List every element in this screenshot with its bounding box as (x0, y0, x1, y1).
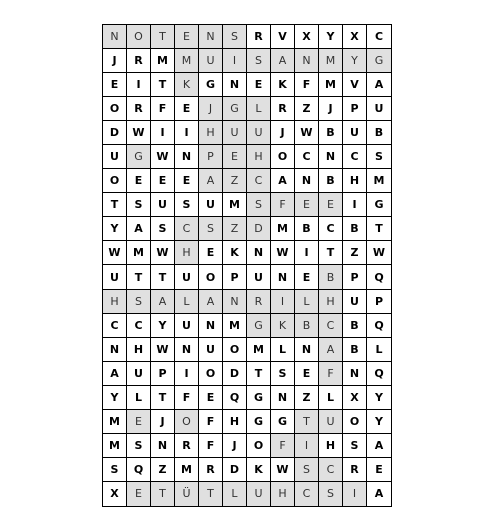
grid-cell[interactable]: E (175, 97, 199, 121)
grid-cell[interactable]: T (151, 25, 175, 49)
grid-cell[interactable]: T (151, 482, 175, 506)
grid-cell[interactable]: L (295, 290, 319, 314)
grid-cell[interactable]: M (151, 49, 175, 73)
grid-cell[interactable]: U (127, 362, 151, 386)
grid-cell[interactable]: A (127, 217, 151, 241)
grid-cell[interactable]: B (367, 121, 391, 145)
grid-cell[interactable]: U (175, 265, 199, 289)
grid-cell[interactable]: Y (367, 386, 391, 410)
grid-cell[interactable]: Y (103, 217, 127, 241)
grid-cell[interactable]: K (223, 241, 247, 265)
grid-cell[interactable]: E (127, 410, 151, 434)
grid-cell[interactable]: M (367, 169, 391, 193)
grid-cell[interactable]: T (367, 217, 391, 241)
grid-cell[interactable]: M (271, 217, 295, 241)
grid-cell[interactable]: O (343, 410, 367, 434)
grid-cell[interactable]: Z (151, 458, 175, 482)
grid-cell[interactable]: I (295, 434, 319, 458)
grid-cell[interactable]: M (127, 241, 151, 265)
grid-cell[interactable]: K (247, 458, 271, 482)
grid-cell[interactable]: F (199, 410, 223, 434)
grid-cell[interactable]: L (223, 482, 247, 506)
grid-cell[interactable]: X (103, 482, 127, 506)
grid-cell[interactable]: H (103, 290, 127, 314)
grid-cell[interactable]: Z (223, 169, 247, 193)
grid-cell[interactable]: U (367, 97, 391, 121)
grid-cell[interactable]: W (271, 241, 295, 265)
grid-cell[interactable]: G (199, 73, 223, 97)
grid-cell[interactable]: K (271, 314, 295, 338)
grid-cell[interactable]: I (223, 49, 247, 73)
grid-cell[interactable]: R (247, 290, 271, 314)
grid-cell[interactable]: J (199, 97, 223, 121)
grid-cell[interactable]: T (103, 193, 127, 217)
grid-cell[interactable]: F (175, 386, 199, 410)
grid-cell[interactable]: P (343, 265, 367, 289)
grid-cell[interactable]: S (127, 290, 151, 314)
grid-cell[interactable]: P (343, 97, 367, 121)
grid-cell[interactable]: W (103, 241, 127, 265)
grid-cell[interactable]: E (127, 482, 151, 506)
grid-cell[interactable]: X (295, 25, 319, 49)
grid-cell[interactable]: Q (367, 362, 391, 386)
grid-cell[interactable]: H (127, 338, 151, 362)
grid-cell[interactable]: I (343, 482, 367, 506)
grid-cell[interactable]: M (103, 410, 127, 434)
grid-cell[interactable]: A (271, 169, 295, 193)
grid-cell[interactable]: U (319, 410, 343, 434)
grid-cell[interactable]: F (199, 434, 223, 458)
grid-cell[interactable]: U (247, 482, 271, 506)
grid-cell[interactable]: I (343, 193, 367, 217)
grid-cell[interactable]: N (295, 49, 319, 73)
grid-cell[interactable]: F (295, 73, 319, 97)
grid-cell[interactable]: I (175, 362, 199, 386)
grid-cell[interactable]: J (271, 121, 295, 145)
grid-cell[interactable]: M (223, 193, 247, 217)
grid-cell[interactable]: B (319, 169, 343, 193)
grid-cell[interactable]: W (367, 241, 391, 265)
grid-cell[interactable]: I (271, 290, 295, 314)
grid-cell[interactable]: H (271, 482, 295, 506)
grid-cell[interactable]: Ü (175, 482, 199, 506)
grid-cell[interactable]: M (175, 49, 199, 73)
grid-cell[interactable]: L (319, 386, 343, 410)
grid-cell[interactable]: C (367, 25, 391, 49)
grid-cell[interactable]: T (151, 73, 175, 97)
grid-cell[interactable]: O (103, 97, 127, 121)
grid-cell[interactable]: I (127, 73, 151, 97)
grid-cell[interactable]: K (175, 73, 199, 97)
grid-cell[interactable]: H (223, 410, 247, 434)
grid-cell[interactable]: T (127, 265, 151, 289)
grid-cell[interactable]: M (103, 434, 127, 458)
grid-cell[interactable]: O (199, 265, 223, 289)
grid-cell[interactable]: M (247, 338, 271, 362)
grid-cell[interactable]: D (103, 121, 127, 145)
grid-cell[interactable]: S (367, 145, 391, 169)
grid-cell[interactable]: G (247, 386, 271, 410)
grid-cell[interactable]: S (175, 193, 199, 217)
grid-cell[interactable]: N (175, 338, 199, 362)
grid-cell[interactable]: N (295, 169, 319, 193)
grid-cell[interactable]: E (175, 169, 199, 193)
grid-cell[interactable]: H (247, 145, 271, 169)
grid-cell[interactable]: N (247, 241, 271, 265)
grid-cell[interactable]: N (199, 314, 223, 338)
grid-cell[interactable]: G (223, 97, 247, 121)
grid-cell[interactable]: O (175, 410, 199, 434)
grid-cell[interactable]: S (295, 458, 319, 482)
grid-cell[interactable]: H (175, 241, 199, 265)
grid-cell[interactable]: W (127, 121, 151, 145)
grid-cell[interactable]: U (199, 193, 223, 217)
grid-cell[interactable]: S (319, 482, 343, 506)
grid-cell[interactable]: N (271, 265, 295, 289)
grid-cell[interactable]: U (343, 121, 367, 145)
grid-cell[interactable]: B (319, 121, 343, 145)
grid-cell[interactable]: S (223, 25, 247, 49)
grid-cell[interactable]: E (295, 193, 319, 217)
grid-cell[interactable]: O (247, 434, 271, 458)
grid-cell[interactable]: O (199, 362, 223, 386)
grid-cell[interactable]: E (199, 386, 223, 410)
grid-cell[interactable]: E (367, 458, 391, 482)
grid-cell[interactable]: R (247, 25, 271, 49)
grid-cell[interactable]: S (343, 434, 367, 458)
grid-cell[interactable]: J (151, 410, 175, 434)
grid-cell[interactable]: E (247, 73, 271, 97)
grid-cell[interactable]: M (223, 314, 247, 338)
grid-cell[interactable]: F (271, 434, 295, 458)
grid-cell[interactable]: B (319, 265, 343, 289)
grid-cell[interactable]: S (127, 193, 151, 217)
grid-cell[interactable]: Z (295, 386, 319, 410)
grid-cell[interactable]: H (319, 434, 343, 458)
grid-cell[interactable]: A (374, 487, 384, 501)
grid-cell[interactable]: H (199, 121, 223, 145)
word-search-grid (102, 24, 392, 507)
grid-cell[interactable]: C (319, 314, 343, 338)
grid-cell[interactable]: T (247, 362, 271, 386)
grid-cell[interactable]: B (343, 217, 367, 241)
grid-cell[interactable]: J (103, 49, 127, 73)
grid-cell[interactable]: Q (127, 458, 151, 482)
grid-cell[interactable]: W (151, 145, 175, 169)
grid-cell[interactable]: N (223, 290, 247, 314)
grid-cell[interactable]: A (271, 49, 295, 73)
grid-cell[interactable]: H (319, 290, 343, 314)
grid-cell[interactable]: C (103, 314, 127, 338)
grid-cell[interactable]: M (319, 73, 343, 97)
grid-cell[interactable]: N (295, 338, 319, 362)
grid-cell[interactable]: A (367, 73, 391, 97)
grid-cell[interactable]: P (223, 265, 247, 289)
grid-cell[interactable]: U (175, 314, 199, 338)
grid-cell[interactable]: J (319, 97, 343, 121)
grid-cell[interactable]: C (175, 217, 199, 241)
grid-cell[interactable]: R (271, 97, 295, 121)
grid-cell[interactable]: O (127, 25, 151, 49)
grid-cell[interactable]: X (343, 386, 367, 410)
grid-cell[interactable]: G (247, 410, 271, 434)
grid-cell[interactable]: V (271, 25, 295, 49)
grid-cell[interactable]: Q (367, 314, 391, 338)
grid-cell[interactable]: T (295, 410, 319, 434)
grid-cell[interactable]: P (151, 362, 175, 386)
grid-cell[interactable]: E (199, 241, 223, 265)
grid-cell[interactable]: N (343, 362, 367, 386)
grid-cell[interactable]: R (199, 458, 223, 482)
grid-cell[interactable]: R (127, 49, 151, 73)
grid-cell[interactable]: R (343, 458, 367, 482)
grid-cell[interactable]: C (319, 217, 343, 241)
grid-cell[interactable]: V (343, 73, 367, 97)
grid-cell[interactable]: P (199, 145, 223, 169)
grid-cell[interactable]: Z (223, 217, 247, 241)
grid-cell[interactable]: N (103, 25, 127, 49)
grid-cell[interactable]: I (175, 121, 199, 145)
grid-cell[interactable]: E (319, 193, 343, 217)
grid-cell[interactable]: Y (319, 25, 343, 49)
grid-cell[interactable]: A (319, 338, 343, 362)
grid-cell[interactable]: U (199, 49, 223, 73)
grid-cell[interactable]: T (199, 482, 223, 506)
grid-cell[interactable]: N (103, 338, 127, 362)
grid-cell[interactable]: O (223, 338, 247, 362)
grid-cell[interactable]: D (223, 362, 247, 386)
grid-cell[interactable]: Z (343, 241, 367, 265)
grid-cell[interactable]: T (319, 241, 343, 265)
grid-cell[interactable]: G (271, 410, 295, 434)
grid-cell[interactable]: P (367, 290, 391, 314)
grid-cell[interactable]: A (367, 434, 391, 458)
grid-cell[interactable]: A (199, 169, 223, 193)
grid-cell[interactable]: C (127, 314, 151, 338)
grid-cell[interactable]: S (271, 362, 295, 386)
grid-cell[interactable]: Q (367, 265, 391, 289)
grid-cell[interactable]: N (271, 386, 295, 410)
grid-cell[interactable]: E (223, 145, 247, 169)
grid-cell[interactable]: U (223, 121, 247, 145)
grid-cell[interactable]: N (151, 434, 175, 458)
grid-cell[interactable]: O (103, 169, 127, 193)
grid-cell[interactable]: A (103, 362, 127, 386)
grid-cell[interactable]: D (223, 458, 247, 482)
grid-cell[interactable]: B (295, 314, 319, 338)
grid-cell[interactable]: W (295, 121, 319, 145)
grid-cell[interactable]: H (343, 169, 367, 193)
grid-cell[interactable]: C (319, 458, 343, 482)
grid-cell[interactable]: S (151, 217, 175, 241)
grid-cell[interactable]: A (151, 290, 175, 314)
grid-cell[interactable]: S (127, 434, 151, 458)
grid-cell[interactable]: M (319, 49, 343, 73)
grid-cell[interactable]: N (319, 145, 343, 169)
grid-cell[interactable]: F (319, 362, 343, 386)
grid-cell[interactable]: S (247, 49, 271, 73)
grid-cell[interactable]: L (247, 97, 271, 121)
grid-cell[interactable]: C (247, 169, 271, 193)
grid-cell[interactable]: B (343, 314, 367, 338)
grid-cell[interactable]: K (271, 73, 295, 97)
grid-cell[interactable]: E (295, 362, 319, 386)
grid-cell[interactable]: N (199, 25, 223, 49)
grid-cell[interactable]: E (103, 73, 127, 97)
grid-cell[interactable]: U (151, 193, 175, 217)
grid-cell[interactable]: L (175, 290, 199, 314)
grid-cell[interactable]: L (271, 338, 295, 362)
grid-cell[interactable]: U (247, 121, 271, 145)
grid-cell[interactable]: W (151, 241, 175, 265)
grid-cell[interactable]: U (247, 265, 271, 289)
grid-cell[interactable]: Y (367, 410, 391, 434)
grid-cell[interactable]: S (103, 458, 127, 482)
grid-cell[interactable]: I (151, 121, 175, 145)
grid-cell[interactable]: G (127, 145, 151, 169)
grid-cell[interactable]: T (151, 386, 175, 410)
grid-cell[interactable]: U (103, 265, 127, 289)
grid-cell[interactable]: W (151, 338, 175, 362)
grid-cell[interactable]: U (199, 338, 223, 362)
grid-cell[interactable]: E (175, 25, 199, 49)
grid-cell[interactable]: I (295, 241, 319, 265)
grid-cell[interactable]: J (223, 434, 247, 458)
grid-cell[interactable]: G (367, 49, 391, 73)
grid-cell[interactable]: Q (223, 386, 247, 410)
grid-cell[interactable]: Y (103, 386, 127, 410)
grid-cell[interactable]: O (271, 145, 295, 169)
grid-cell[interactable]: S (199, 217, 223, 241)
grid-cell[interactable]: Z (295, 97, 319, 121)
grid-cell[interactable]: G (247, 314, 271, 338)
grid-cell[interactable]: G (367, 193, 391, 217)
grid-cell[interactable]: B (295, 217, 319, 241)
grid-cell[interactable]: F (151, 97, 175, 121)
grid-cell[interactable]: R (175, 434, 199, 458)
grid-cell[interactable]: A (199, 290, 223, 314)
grid-cell[interactable]: N (223, 73, 247, 97)
grid-cell[interactable]: L (127, 386, 151, 410)
grid-cell[interactable]: D (247, 217, 271, 241)
grid-cell[interactable]: E (295, 265, 319, 289)
grid-cell[interactable]: R (127, 97, 151, 121)
grid-cell[interactable]: S (247, 193, 271, 217)
grid-cell[interactable]: M (175, 458, 199, 482)
grid-cell[interactable]: F (271, 193, 295, 217)
grid-cell[interactable]: E (127, 169, 151, 193)
grid-cell[interactable]: B (343, 338, 367, 362)
grid-cell[interactable]: Y (151, 314, 175, 338)
grid-cell[interactable]: E (151, 169, 175, 193)
grid-cell[interactable]: Y (343, 49, 367, 73)
grid-cell[interactable]: C (295, 145, 319, 169)
grid-cell[interactable]: U (103, 145, 127, 169)
grid-cell[interactable]: T (151, 265, 175, 289)
grid-cell[interactable]: L (367, 338, 391, 362)
grid-cell[interactable]: X (343, 25, 367, 49)
grid-cell[interactable]: N (175, 145, 199, 169)
grid-cell[interactable]: C (343, 145, 367, 169)
grid-cell[interactable]: C (295, 482, 319, 506)
grid-cell[interactable]: U (343, 290, 367, 314)
grid-cell[interactable]: W (271, 458, 295, 482)
